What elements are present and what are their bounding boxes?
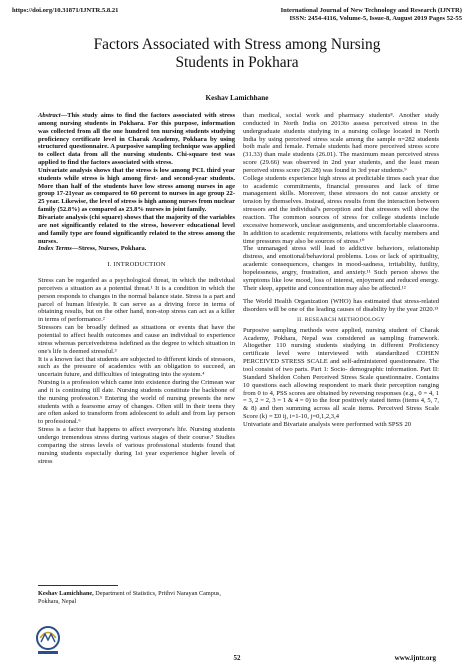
intro-paragraph: Nursing is a profession which came into existence during the Crimean war and it is continuing till date. Nursing students constitute the backbone of the nursing profession.⁵ Entering the world of nursing presents the new students with a fearsome array of changes. Often still in their teens they are often asked to transform from adolescent to adult and from lay person to professional.⁶ [38,379,235,426]
intro-paragraph: Stressors can be broadly defined as situations or events that have the potential to affect health outcomes and cause an individual to experience stress whereas perceivedstress isdefined as the degree to which situation in one's life is deemed stressful.³ [38,324,235,355]
abstract-para-3: Bivariate analysis (chi square) shows that the majority of the variables are not significantly related to the stress, however educational level and family type are found significantly related to the stress among the nurses. [38,213,235,245]
body-paragraph: College students experience high stress at predictable times each year due to academic commitments, financial pressures and lack of time management skills. Moreover, these stressors do not cause anxiety or tension by themselves. Instead, stress results from the interaction between stressors and the individual's perception and that stressors will show the reaction. The common sources of stress for college students include excessive homework, unclear assignments, and uncomfortable classrooms. In addition to academic requirements, relations with faculty members and time pressures may also be sources of stress.¹⁰ [243,174,439,245]
doi-link[interactable]: https://doi.org/10.31871/IJNTR.5.8.21 [12,7,119,14]
section-heading-introduction: I. INTRODUCTION [107,261,166,269]
journal-website-link[interactable]: www.ijntr.org [394,654,436,662]
paper-title [0,36,474,73]
index-terms-text: —Stress, Nurses, Pokhara. [71,245,147,253]
abstract [38,112,235,167]
intro-paragraph: Stress can be regarded as a psychological threat, in which the individual perceives a situation as a potential threat.¹ It is a condition in which the person responds to changes in the normal balance state. Stress is a part and parcel of human lifestyle. It can serve as a driving force in terms of obtaining results, but on the other hand, non-stop stress can act as a killer in terms of performance.² [38,277,235,324]
abstract-text: —This study aims to find the factors associated with stress among nursing students in Pokhara. For this purpose, information was collected from all the one hundred ten nursing students studying proficiency certificate level in Charak Academy, Pokhara by using structured questionnaire. A purposive sampling technique was applied to collect data from all the nursing students. Chi-square test was applied to find the factors associated with stress. [38,112,235,167]
body-paragraph: The World Health Organization (WHO) has estimated that stress-related disorders will be one of the leading causes of disability by the year 2020.¹³ [243,298,439,314]
page-number: 52 [233,654,241,662]
body-paragraph: than medical, social work and pharmacy students⁸. Another study conducted in North India on 2013to assess perceived stress in the undergraduate students studying in a nursing college located in North India by using perceived stress scale among the sample n=282 students both male and female. Female students had more perceived stress score (31.33) than male students (26.01). The maximum mean perceived stress score (29.66) was observed in 2nd year students, and the least mean perceived stress score (26.28) was found in 3rd year students.⁹ [243,112,439,174]
journal-issn: ISSN: 2454-4116, Volume-5, Issue-8, August 2019 Pages 52-55 [289,15,462,23]
abstract-para-2: Univariate analysis shows that the stress is low among PCL third year students while stress is high among first- and second-year students. More than half of the students have low stress among nurses in age group 17-21year as compared to 60 percent to nurses in age group 22-25 year. Likewise, the level of stress is high among nurses from nuclear family (52.8%) as compared as 23.8% nurses in joint family. [38,166,236,214]
intro-paragraph: Stress is a factor that happens to affect everyone's life. Nursing students undergo tremendous stress during various stages of their course.⁷ Studies comparing the stress levels of various professional students found that nursing students especially during 1st year experience higher levels of stress [38,426,235,465]
abstract-label: Abstract [38,112,61,119]
methodology-paragraph: Purposive sampling methods were applied, nursing student of Charak Academy, Pokhara, Nepal was considered as sampling framework. Altogether 110 nursing students studying in different Proficiency certificate level were interviewed with standardized COHEN PERCEIVED STRESS SCALE and self-administered questionnaire. The tool consist of two parts. Part 1: Socio- demographic information. Part II: Standard Sheldon Cohen Perceived Stress Scale questionnaire. Contains 10 questions each allowing respondent to mark their perception ranging from 0 to 4, PSS scores are obtained by reversing responses (e.g., 0 = 4, 1 = 3, 2 = 2, 3 = 1 & 4 = 0) to the four positively stated items (items 4, 5, 7, & 8) and then summing across all scale items. Perceived Stress Scale Score (k) = Σ0 ij, i=1-10, j=0,1,2,3,4 [243,326,439,421]
author-name: Keshav Lamichhane [205,94,269,102]
body-paragraph: The unmanaged stress will lead to addictive behaviors, relationship distress, and emotional/behavioral problems. Loss or lack of spirituality, academic consequences, changes in mood-sadness, irritability, futility, hopelessness, angry, frustration, and anxiety.¹¹ Such person shows the symptoms like low mood, loss of interest, enjoyment and reduced energy. Their sleep, appetite and concentration may also be affected.¹² [243,245,439,292]
journal-header [281,7,462,23]
title-line-1: Factors Associated with Stress among Nursing [93,36,381,53]
methodology-last-line: Univariate and Bivariate analysis were performed with SPSS 20 [243,420,411,428]
journal-name: International Journal of New Technology and Research (IJNTR) [280,7,462,14]
footnote-author: Keshav Lamichhane, [38,590,94,597]
footnote-rule [38,585,118,586]
section-heading-methodology: II. RESEARCH METHODOLOGY [297,317,385,324]
left-column [38,112,235,465]
right-column [243,112,439,429]
index-terms [38,245,235,253]
title-line-2: Students in Pokhara [175,54,299,72]
author-footnote [38,590,235,606]
footnote-affiliation: Department of Statistics, Prithvi Narayan Campus, Pokhara, Nepal [38,590,221,605]
index-terms-label: Index Terms [38,245,72,253]
intro-paragraph: It is a known fact that students are subjected to different kinds of stressors, such as the pressure of academics with an obligation to succeed, an uncertain future, and difficulties of integrating into the system.⁴ [38,355,235,379]
